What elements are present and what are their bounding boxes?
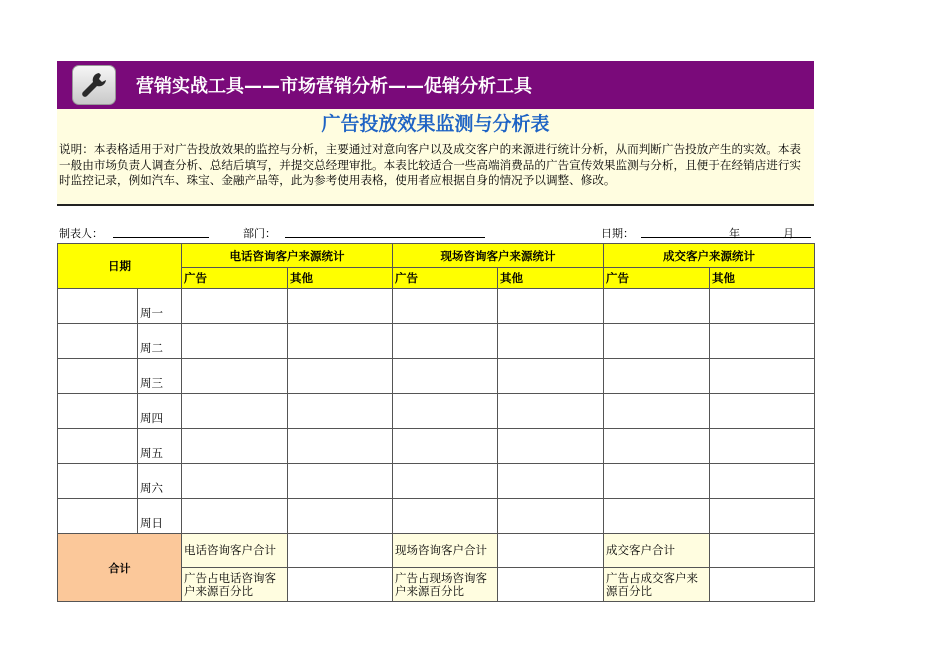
table-row	[58, 359, 815, 394]
table-row	[58, 289, 815, 324]
onsite-total-label: 现场咨询客户合计	[393, 534, 498, 568]
sub-header-other: 其他	[498, 268, 604, 289]
total-row	[58, 534, 815, 568]
data-cell[interactable]	[288, 324, 393, 359]
form-title: 广告投放效果监测与分析表	[57, 109, 814, 140]
day-label: 周四	[138, 394, 182, 429]
data-cell[interactable]	[710, 394, 815, 429]
data-cell[interactable]	[288, 359, 393, 394]
data-cell[interactable]	[498, 499, 604, 534]
deal-total-label: 成交客户合计	[604, 534, 710, 568]
header-banner	[57, 61, 814, 109]
phone-pct-label: 广告占电话咨询客户来源百分比	[182, 568, 288, 602]
data-cell[interactable]	[604, 289, 710, 324]
date-header: 日期	[58, 244, 182, 289]
data-cell[interactable]	[182, 289, 288, 324]
blank-cell	[58, 464, 138, 499]
data-cell[interactable]	[288, 289, 393, 324]
blank-cell	[58, 289, 138, 324]
data-cell[interactable]	[393, 499, 498, 534]
data-cell[interactable]	[182, 324, 288, 359]
blank-cell	[58, 499, 138, 534]
data-cell[interactable]	[393, 394, 498, 429]
sign-row	[57, 225, 814, 240]
data-cell[interactable]	[182, 429, 288, 464]
data-cell[interactable]	[498, 289, 604, 324]
description-text: 说明：本表格适用于对广告投放效果的监控与分析，主要通过对意向客户以及成交客户的来源进行统计分析，从而判断广告投放产生的实效。本表一般由市场负责人调查分析、总结后填写，并提交总经理审批。本表比较适合一些高端消费品的广告宣传效果监测与分析，且便于在经销店进行实时监控记录，例如汽车、珠宝、金融产品等，此为参考使用表格，使用者应根据自身的情况予以调整、修改。	[57, 140, 814, 206]
day-label: 周日	[138, 499, 182, 534]
blank-cell	[58, 429, 138, 464]
phone-pct-value[interactable]	[288, 568, 393, 602]
deal-total-value[interactable]	[710, 534, 815, 568]
data-cell[interactable]	[498, 324, 604, 359]
phone-total-value[interactable]	[288, 534, 393, 568]
onsite-pct-label: 广告占现场咨询客户来源百分比	[393, 568, 498, 602]
data-cell[interactable]	[393, 464, 498, 499]
data-cell[interactable]	[182, 359, 288, 394]
stats-table	[57, 243, 815, 602]
deal-pct-label: 广告占成交客户来源百分比	[604, 568, 710, 602]
year-label: 年	[729, 227, 740, 240]
dept-field[interactable]	[285, 225, 485, 238]
blank-cell	[58, 359, 138, 394]
data-cell[interactable]	[710, 324, 815, 359]
day-label: 周五	[138, 429, 182, 464]
phone-total-label: 电话咨询客户合计	[182, 534, 288, 568]
data-cell[interactable]	[498, 359, 604, 394]
data-cell[interactable]	[393, 429, 498, 464]
data-cell[interactable]	[710, 429, 815, 464]
date-label: 日期：	[601, 227, 634, 240]
data-cell[interactable]	[288, 429, 393, 464]
onsite-pct-value[interactable]	[498, 568, 604, 602]
banner-title: 营销实战工具——市场营销分析——促销分析工具	[136, 76, 532, 97]
day-label: 周六	[138, 464, 182, 499]
data-cell[interactable]	[604, 324, 710, 359]
table-row	[58, 394, 815, 429]
data-cell[interactable]	[604, 394, 710, 429]
data-cell[interactable]	[710, 464, 815, 499]
data-cell[interactable]	[604, 499, 710, 534]
data-cell[interactable]	[710, 289, 815, 324]
data-cell[interactable]	[288, 499, 393, 534]
sub-header-other: 其他	[710, 268, 815, 289]
data-cell[interactable]	[604, 464, 710, 499]
maker-label: 制表人：	[59, 227, 103, 240]
data-cell[interactable]	[604, 429, 710, 464]
table-row	[58, 429, 815, 464]
data-cell[interactable]	[288, 394, 393, 429]
data-cell[interactable]	[498, 394, 604, 429]
data-cell[interactable]	[498, 464, 604, 499]
group-header-deal: 成交客户来源统计	[604, 244, 815, 268]
data-cell[interactable]	[182, 499, 288, 534]
data-cell[interactable]	[182, 394, 288, 429]
day-label: 周三	[138, 359, 182, 394]
onsite-total-value[interactable]	[498, 534, 604, 568]
wrench-icon	[72, 65, 116, 105]
day-label: 周一	[138, 289, 182, 324]
data-cell[interactable]	[288, 464, 393, 499]
data-cell[interactable]	[710, 499, 815, 534]
data-cell[interactable]	[393, 289, 498, 324]
table-row	[58, 464, 815, 499]
maker-field[interactable]	[113, 225, 209, 238]
data-cell[interactable]	[604, 359, 710, 394]
data-cell[interactable]	[393, 359, 498, 394]
sub-header-ad: 广告	[393, 268, 498, 289]
data-cell[interactable]	[498, 429, 604, 464]
table-row	[58, 499, 815, 534]
blank-cell	[58, 394, 138, 429]
table-row	[58, 324, 815, 359]
data-cell[interactable]	[710, 359, 815, 394]
sub-header-ad: 广告	[182, 268, 288, 289]
day-label: 周二	[138, 324, 182, 359]
group-header-onsite: 现场咨询客户来源统计	[393, 244, 604, 268]
deal-pct-value[interactable]	[710, 568, 815, 602]
sub-header-other: 其他	[288, 268, 393, 289]
data-cell[interactable]	[182, 464, 288, 499]
group-header-phone: 电话咨询客户来源统计	[182, 244, 393, 268]
dept-label: 部门：	[243, 227, 276, 240]
data-cell[interactable]	[393, 324, 498, 359]
blank-cell	[58, 324, 138, 359]
sub-header-ad: 广告	[604, 268, 710, 289]
month-label: 月	[783, 227, 794, 240]
total-label: 合计	[58, 534, 182, 602]
